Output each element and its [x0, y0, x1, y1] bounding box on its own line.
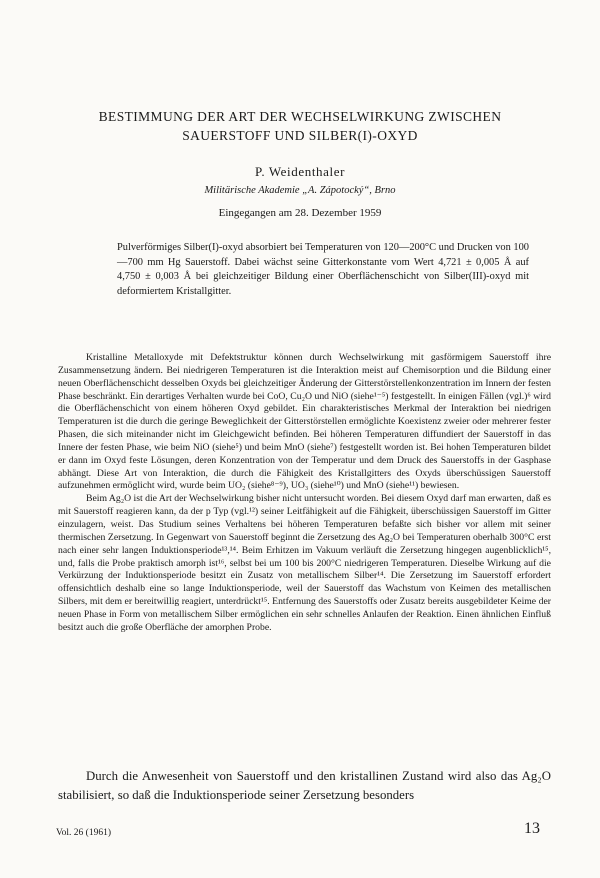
title-line-2: SAUERSTOFF UND SILBER(I)-OXYD: [182, 128, 418, 143]
body-text-large: [58, 767, 551, 805]
body-paragraph-2: Beim Ag₂O ist die Art der Wechselwirkung bisher nicht untersucht worden. Bei diesem Oxyd darf man erwarten, daß es mit Sauerstoff reagieren kann, da der p Typ (vgl.¹²) seiner Leitfähigkeit auf die Fähigkeit, überschüssigen Sauerstoff im Gitter einzulagern, weist. Das Studium seines Verhaltens bei höheren Temperaturen befaßte sich bisher vor allem mit seiner thermischen Zersetzung. In Gegenwart von Sauerstoff beginnt die Zersetzung des Ag₂O bei Temperaturen oberhalb 300°C erst nach einer sehr langen Induktionsperiode¹³,¹⁴. Beim Erhitzen im Vakuum verläuft die Zersetzung hingegen augenblicklich¹⁵, und, falls die Probe praktisch amorph ist¹⁶, selbst bei um 100 bis 200°C niedrigeren Temperaturen. Dieselbe Wirkung auf die Verkürzung der Induktionsperiode besitzt ein Zusatz von metallischem Silber¹⁴. Die Zersetzung im Sauerstoff erfordert offensichtlich deshalb eine so lange Induktionsperiode, weil der Sauerstoff das Wachstum von Keimen des metallischen Silbers, mit dem er bereitwillig reagiert, unterdrückt¹⁵. Entfernung des Sauerstoffs oder Zusatz bereits ausgebildeter Keime der neuen Phase in Form von metallischem Silber ermöglichen ein sehr schnelles Anlaufen der Reaktion. Einen ähnlichen Einfluß besitzt auch die große Oberfläche der amorphen Probe.: [58, 493, 551, 633]
abstract: Pulverförmiges Silber(I)-oxyd absorbiert bei Temperaturen von 120—200°C und Drucken von 100—700 mm Hg Sauerstoff. Dabei wächst seine Gitterkonstante vom Wert 4,721 ± 0,005 Å auf 4,750 ± 0,003 Å bei gleichzeitiger Bildung einer Oberflächenschicht von Silber(III)-oxyd mit deformiertem Kristallgitter.: [117, 242, 529, 297]
body-paragraph-3: Durch die Anwesenheit von Sauerstoff und den kristallinen Zustand wird also das Ag₂O stabilisiert, so daß die Induktionsperiode seiner Zersetzung besonders: [58, 769, 551, 802]
received-date: Eingegangen am 28. Dezember 1959: [218, 207, 382, 219]
journal-volume: Vol. 26 (1961): [56, 828, 111, 838]
author-affiliation: Militärische Akademie „A. Zápotocký“, Brno: [204, 185, 396, 196]
body-text: [58, 352, 551, 635]
author-name: P. Weidenthaler: [254, 164, 346, 179]
paper-title: [60, 107, 540, 145]
page-number: 13: [524, 820, 540, 837]
body-paragraph-1: Kristalline Metalloxyde mit Defektstruktur können durch Wechselwirkung mit gasförmigem Sauerstoff ihre Zusammensetzung ändern. Bei niedrigeren Temperaturen ist die Interaktion meist auf Chemisorption und die Bildung einer neuen Oberflächenschicht desselben Oxyds bei gleichzeitiger Änderung der Gitterstörstellenkonzentration im Innern der festen Phase beschränkt. Ein derartiges Verhalten wurde bei CoO, Cu₂O und NiO (siehe¹⁻⁵) festgestellt. In einigen Fällen (vgl.)⁶ wird die Oberflächenschicht von einem höheren Oxyd gebildet. Ein charakteristisches Merkmal der Interaktion bei niedrigen Temperaturen ist die durch die geringe Beweglichkeit der Gitterstörstellen ermöglichte Koexistenz zweier oder mehrerer fester Phasen, die sich miteinander nicht im Gleichgewicht befinden. Bei höheren Temperaturen diffundiert der Sauerstoff in das Innere der festen Phase, wie beim NiO (siehe⁵) und beim MnO (siehe⁷) festgestellt worden ist. Bei hohen Temperaturen bildet er dann im Oxyd feste Lösungen, deren Konzentration von der Temperatur und dem Druck des Sauerstoffs in der Gasphase abhängt. Diese Art von Interaktion, die durch die Fähigkeit des Kristallgitters des Oxyds überschüssigen Sauerstoff aufzunehmen ermöglicht wird, wurde beim UO₂ (siehe⁸⁻⁹), UO₃ (siehe¹⁰) und MnO (siehe¹¹) bewiesen.: [58, 352, 551, 492]
title-line-1: BESTIMMUNG DER ART DER WECHSELWIRKUNG ZWISCHEN: [98, 109, 502, 124]
